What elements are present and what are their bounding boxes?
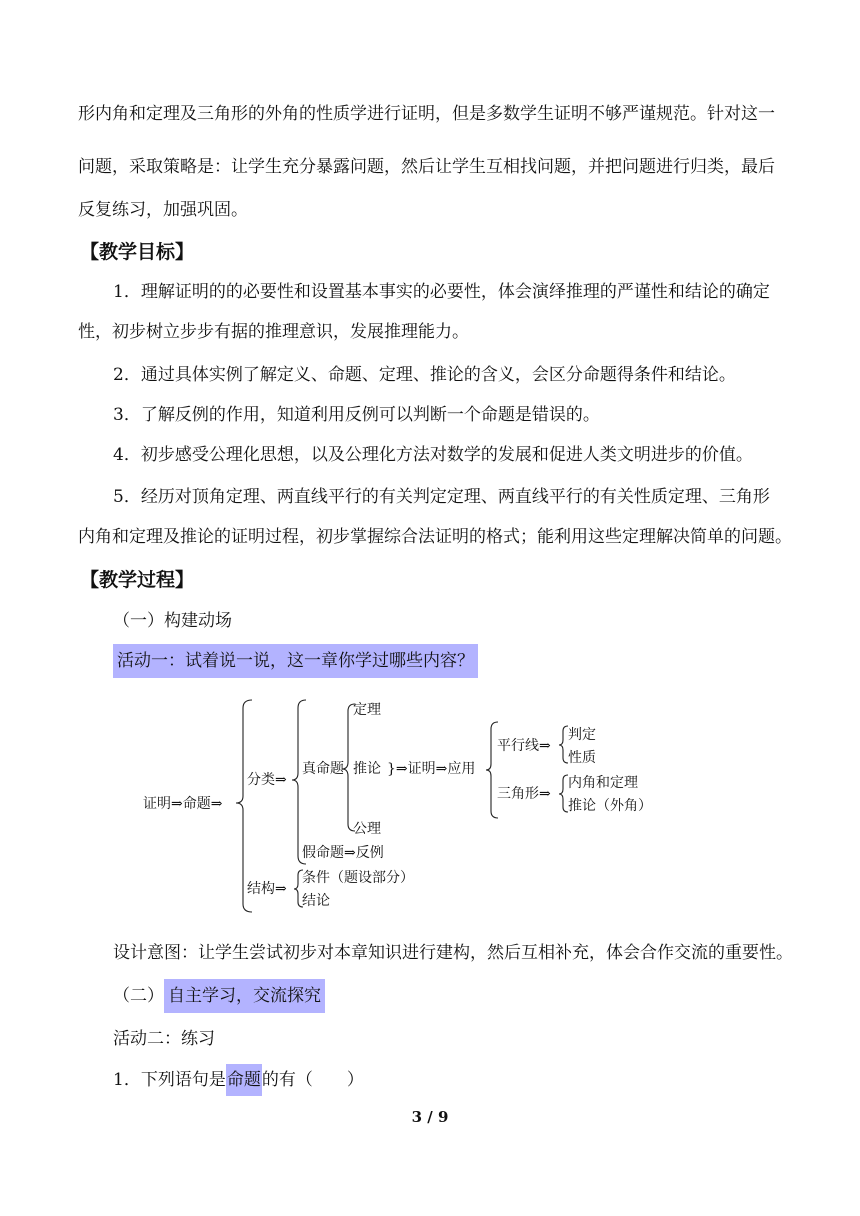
diagram-property: 性质 — [568, 750, 596, 766]
goal-item: 3．了解反例的作用，知道利用反例可以判断一个命题是错误的。 — [113, 405, 600, 425]
diagram-corollary-exterior: 推论（外角） — [568, 798, 652, 814]
design-intent: 设计意图：让学生尝试初步对本章知识进行建构，然后互相补充，体会合作交流的重要性。 — [113, 943, 793, 963]
goal-item: 4．初步感受公理化思想，以及公理化方法对数学的发展和促进人类文明进步的价值。 — [113, 445, 753, 465]
diagram-triangle: 三角形⇒ — [497, 786, 551, 802]
page-number: 3 / 9 — [411, 1108, 449, 1126]
diagram-parallel-lines: 平行线⇒ — [497, 738, 551, 754]
diagram-angle-sum: 内角和定理 — [568, 775, 638, 791]
goals-heading: 【教学目标】 — [80, 241, 195, 263]
diagram-proof-apply: }⇒证明⇒应用 — [387, 761, 476, 777]
goal-item: 内角和定理及推论的证明过程，初步掌握综合法证明的格式；能利用这些定理解决简单的问题。 — [78, 527, 792, 547]
section-title: （一）构建动场 — [113, 611, 232, 631]
goal-item: 5．经历对顶角定理、两直线平行的有关判定定理、两直线平行的有关性质定理、三角形 — [113, 487, 770, 507]
diagram-judge: 判定 — [568, 727, 596, 743]
paragraph-line: 反复练习，加强巩固。 — [78, 200, 248, 220]
diagram-true-proposition: 真命题 — [302, 761, 344, 777]
section-highlight: 自主学习，交流探究 — [164, 979, 325, 1013]
section-title — [113, 984, 325, 1008]
question-one — [113, 1068, 364, 1092]
activity-two: 活动二：练习 — [113, 1029, 215, 1049]
diagram-corollary: 推论 — [353, 761, 381, 777]
question-highlight: 命题 — [226, 1064, 262, 1096]
goal-item: 性，初步树立步步有据的推理意识，发展推理能力。 — [78, 322, 469, 342]
diagram-axiom: 公理 — [353, 821, 381, 837]
goal-item: 2．通过具体实例了解定义、命题、定理、推论的含义，会区分命题得条件和结论。 — [113, 365, 736, 385]
diagram-false-proposition: 假命题⇒反例 — [302, 845, 384, 861]
activity-one: 活动一：试着说一说，这一章你学过哪些内容？ — [113, 644, 478, 678]
goal-item: 1．理解证明的的必要性和设置基本事实的必要性，体会演绎推理的严谨性和结论的确定 — [113, 282, 770, 302]
question-text: 的有（ ） — [261, 1070, 364, 1090]
question-text: 1．下列语句是 — [113, 1070, 226, 1090]
diagram-root: 证明⇒命题⇒ — [143, 796, 223, 812]
paragraph-line: 形内角和定理及三角形的外角的性质学进行证明，但是多数学生证明不够严谨规范。针对这一 — [78, 104, 775, 124]
diagram-classify: 分类⇒ — [247, 772, 287, 788]
diagram-conclusion: 结论 — [302, 893, 330, 909]
diagram-structure: 结构⇒ — [247, 881, 287, 897]
section-number: （二） — [113, 986, 164, 1006]
process-heading: 【教学过程】 — [80, 569, 195, 591]
diagram-condition: 条件（题设部分） — [302, 870, 414, 886]
paragraph-line: 问题，采取策略是：让学生充分暴露问题，然后让学生互相找问题，并把问题进行归类，最后 — [78, 157, 775, 177]
diagram-theorem: 定理 — [353, 702, 381, 718]
